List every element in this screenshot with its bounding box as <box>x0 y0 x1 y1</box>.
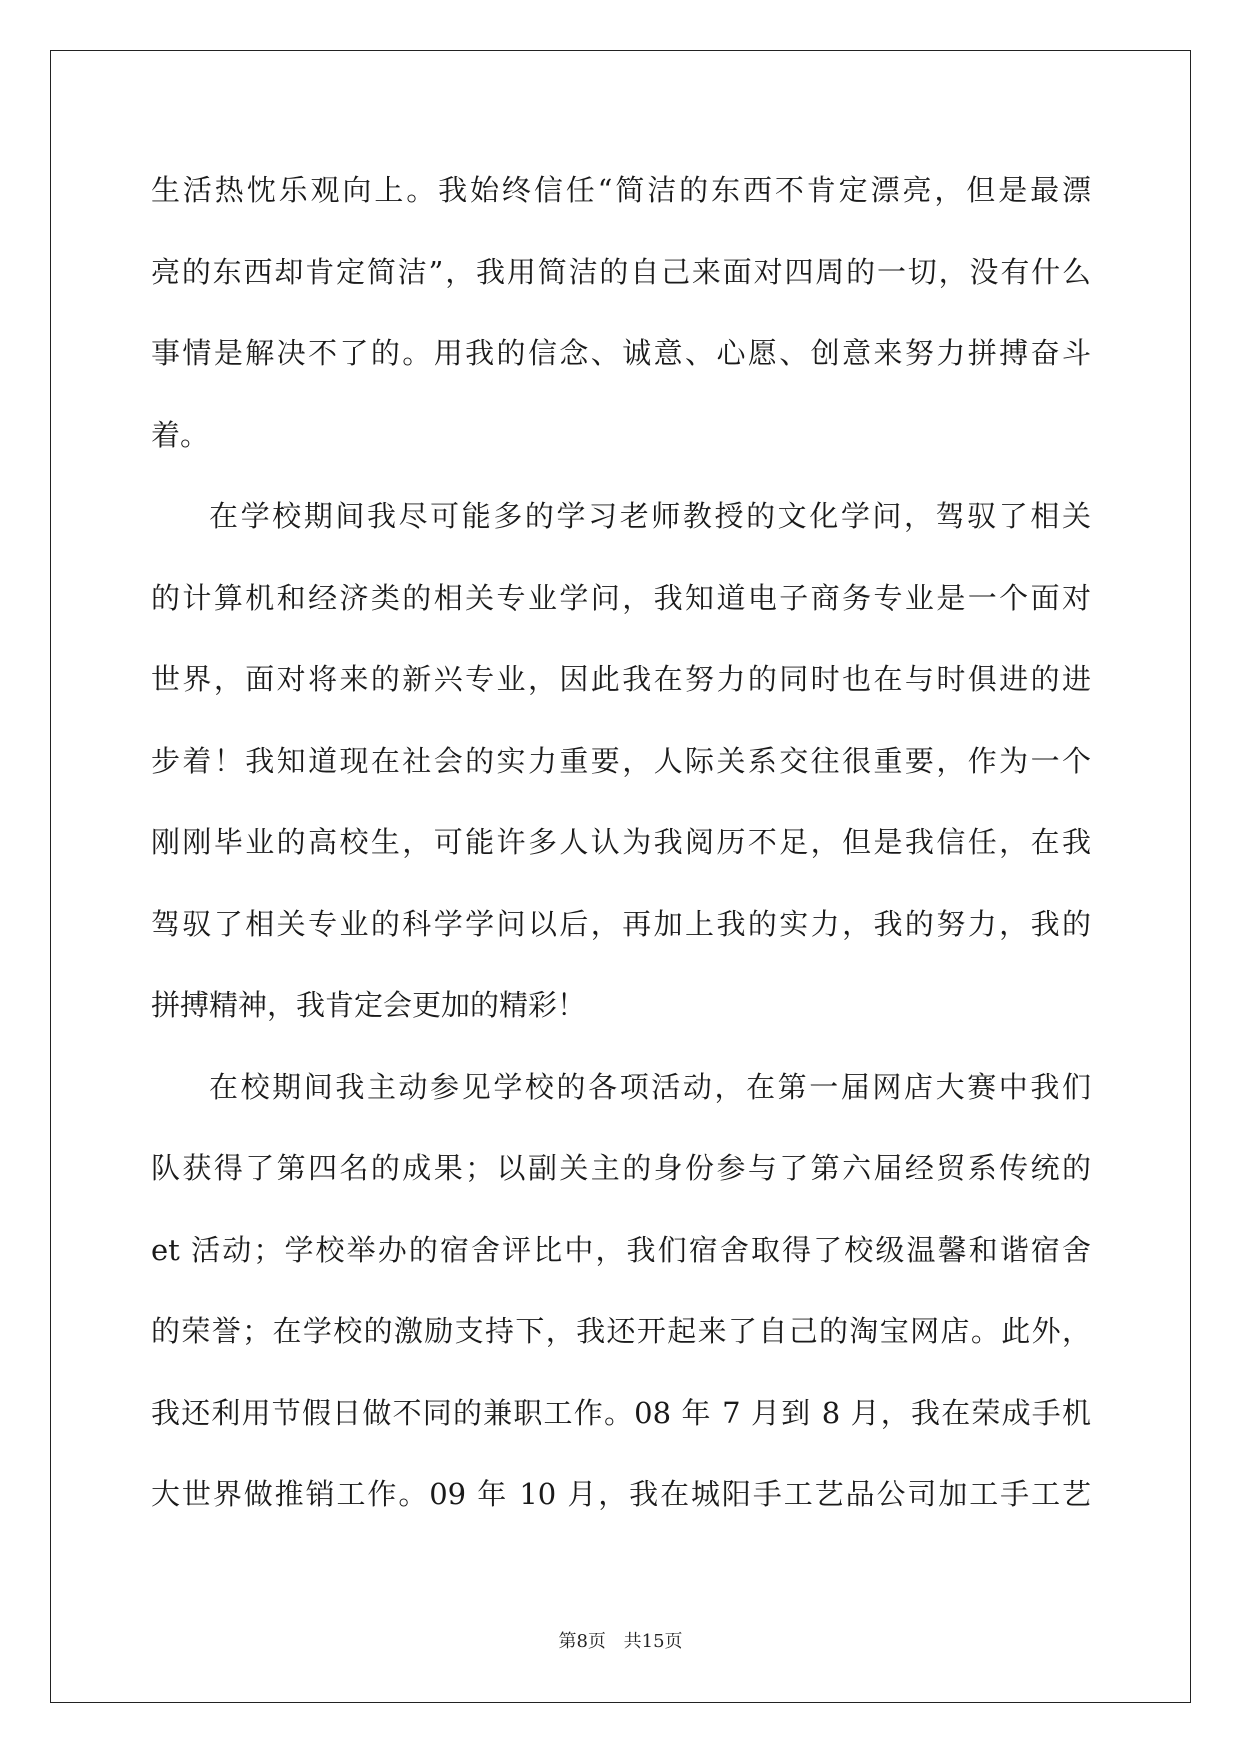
text-line: 世界，面对将来的新兴专业，因此我在努力的同时也在与时俱进的进 <box>151 662 1091 696</box>
text-line: 的荣誉；在学校的激励支持下，我还开起来了自己的淘宝网店。此外， <box>151 1314 1091 1348</box>
current-page-number: 第8页 <box>558 1631 606 1652</box>
text-line: 事情是解决不了的。用我的信念、诚意、心愿、创意来努力拼搏奋斗 <box>151 336 1091 370</box>
text-line: 队获得了第四名的成果；以副关主的身份参与了第六届经贸系传统的 <box>151 1151 1091 1185</box>
text-line: 刚刚毕业的高校生，可能许多人认为我阅历不足，但是我信任，在我 <box>151 825 1091 859</box>
text-line: 步着！我知道现在社会的实力重要，人际关系交往很重要，作为一个 <box>151 743 1091 778</box>
text-line: 拼搏精神，我肯定会更加的精彩！ <box>151 988 587 1022</box>
paragraph-first-line: 在学校期间我尽可能多的学习老师教授的文化学问，驾驭了相关 <box>209 499 1091 533</box>
text-line: et 活动；学校举办的宿舍评比中，我们宿舍取得了校级温馨和谐宿舍 <box>151 1232 1091 1267</box>
text-line: 着。 <box>151 417 210 452</box>
paragraph-first-line: 在校期间我主动参见学校的各项活动，在第一届网店大赛中我们 <box>209 1069 1091 1104</box>
text-line: 我还利用节假日做不同的兼职工作。08 年 7 月到 8 月，我在荣成手机 <box>151 1395 1091 1430</box>
text-line: 亮的东西却肯定简洁”，我用简洁的自己来面对四周的一切，没有什么 <box>151 254 1091 289</box>
total-pages: 共15页 <box>623 1631 683 1652</box>
text-line: 驾驭了相关专业的科学学问以后，再加上我的实力，我的努力，我的 <box>151 906 1091 941</box>
page-footer <box>0 1627 1241 1653</box>
text-line: 生活热忱乐观向上。我始终信任“简洁的东西不肯定漂亮，但是最漂 <box>151 173 1091 207</box>
document-body <box>151 161 1091 1547</box>
text-line: 的计算机和经济类的相关专业学问，我知道电子商务专业是一个面对 <box>151 580 1091 615</box>
text-line: 大世界做推销工作。09 年 10 月，我在城阳手工艺品公司加工手工艺 <box>151 1477 1091 1511</box>
